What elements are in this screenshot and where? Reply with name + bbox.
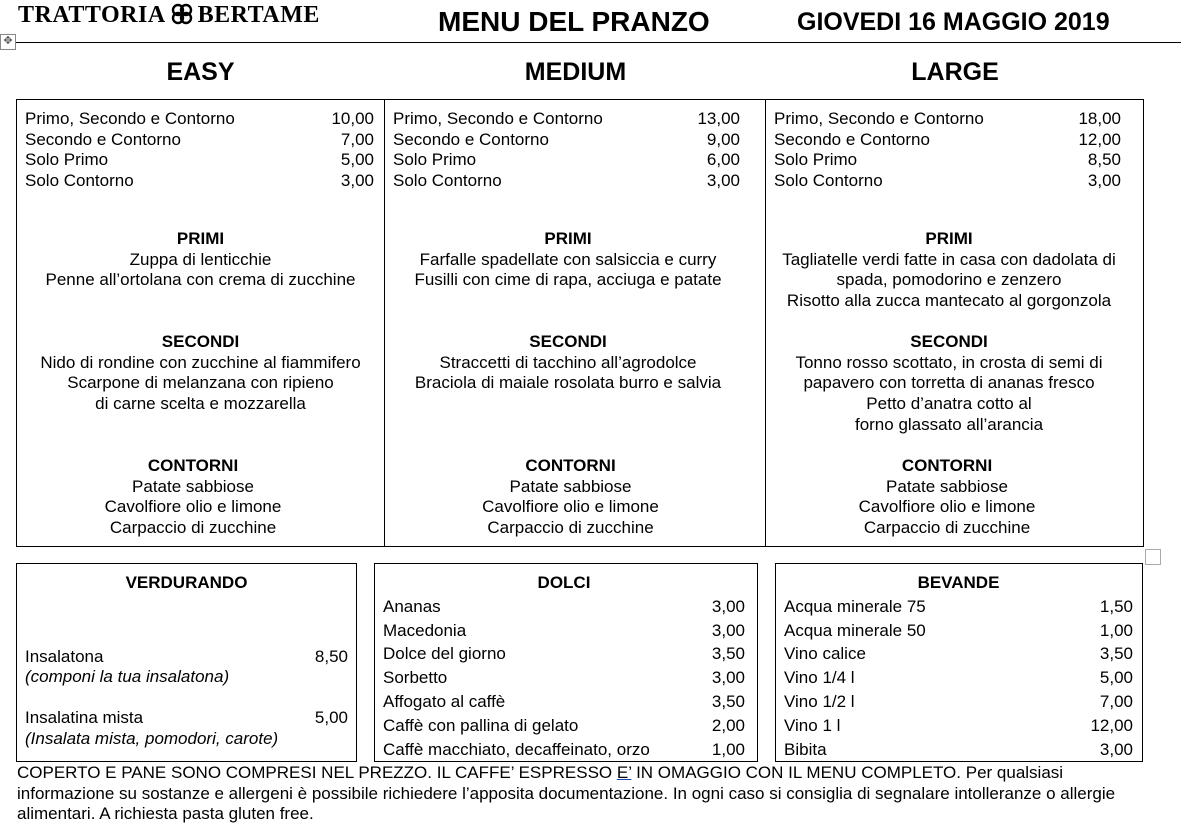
price-row: Affogato al caffè 3,50 [383,691,745,711]
medium-price-list [393,109,740,192]
dish: Petto d’anatra cotto al [866,394,1032,414]
section-title: DOLCI [537,573,591,592]
section-title: CONTORNI [901,456,993,475]
price-row: Solo Contorno 3,00 [393,171,740,191]
page-title: MENU DEL PRANZO [438,6,710,37]
item-note: (Insalata mista, pomodori, carote) [25,728,279,748]
price-row: Vino 1 l 12,00 [784,715,1133,735]
dish: Scarpone di melanzana con ripieno [67,373,334,393]
large-price-list [774,109,1121,192]
large-primi [767,229,1131,312]
price-row: Acqua minerale 50 1,00 [784,620,1133,640]
dish: papavero con torretta di ananas fresco [803,373,1095,393]
price-row: Secondo e Contorno 12,00 [774,129,1121,149]
dish: Cavolfiore olio e limone [104,497,282,517]
column-header-large: LARGE [911,58,999,86]
price-row: Insalatina mista 5,00 [25,708,348,728]
dish: Penne all’ortolana con crema di zucchine [45,270,356,290]
dish: Cavolfiore olio e limone [858,497,1036,517]
price-row: Solo Primo 8,50 [774,150,1121,170]
price-row: Acqua minerale 75 1,50 [784,596,1133,616]
dish: Patate sabbiose [132,476,254,496]
header-divider [0,42,1181,43]
easy-secondi [17,332,384,415]
price-row: Ananas 3,00 [383,596,745,616]
restaurant-logo [18,2,320,29]
dish: Patate sabbiose [509,476,632,496]
dish: Tagliatelle verdi fatte in casa con dadolata di [782,249,1116,269]
bevande-content [784,571,1133,761]
verdurando-content [25,573,348,750]
price-row: Primo, Secondo e Contorno 10,00 [25,109,374,128]
dish: Braciola di maiale rosolata burro e salvia [414,373,722,393]
price-row: Insalatona 8,50 [25,646,348,666]
price-row: Vino 1/2 l 7,00 [784,691,1133,711]
section-title: CONTORNI [147,456,239,475]
dish: Cavolfiore olio e limone [482,497,659,517]
section-title: VERDURANDO [125,573,248,592]
dish: Straccetti di tacchino all’agrodolce [439,352,697,372]
table-resize-handle[interactable] [1145,549,1161,565]
price-row: Primo, Secondo e Contorno 18,00 [774,109,1121,128]
large-secondi [767,332,1131,436]
item-note: (componi la tua insalatona) [25,667,230,687]
price-row: Solo Contorno 3,00 [774,171,1121,191]
dish: Nido di rondine con zucchine al fiammifero [40,352,361,372]
menu-date: GIOVEDI 16 MAGGIO 2019 [797,8,1110,36]
easy-primi [17,229,384,291]
section-title: SECONDI [161,332,240,351]
dish: spada, pomodorino e zenzero [836,270,1062,290]
section-title: PRIMI [925,229,973,248]
underlined-text: E’ [616,763,632,782]
column-divider [765,100,766,546]
price-row: Bibita 3,00 [784,739,1133,759]
section-title: PRIMI [544,229,592,248]
price-row: Caffè con pallina di gelato 2,00 [383,715,745,735]
price-row: Sorbetto 3,00 [383,668,745,688]
dolci-content [383,571,745,761]
price-row: Solo Primo 6,00 [393,150,740,170]
dish: Farfalle spadellate con salsiccia e curry [419,249,717,269]
dish: Fusilli con cime di rapa, acciuga e patate [414,270,722,290]
dish: Carpaccio di zucchine [487,518,654,538]
medium-secondi [385,332,751,394]
column-header-medium: MEDIUM [524,58,627,86]
medium-contorni [385,456,756,539]
logo-text-left: TRATTORIA [18,2,166,28]
easy-price-list [25,109,374,192]
price-row: Dolce del giorno 3,50 [383,644,745,664]
dish: Risotto alla zucca mantecato al gorgonzola [786,291,1112,311]
section-title: CONTORNI [525,456,616,475]
price-row: Secondo e Contorno 9,00 [393,129,740,149]
easy-contorni [17,456,369,539]
dish: Carpaccio di zucchine [863,518,1031,538]
large-contorni [767,456,1127,539]
section-title: SECONDI [529,332,607,351]
medium-primi [385,229,751,291]
price-row: Solo Primo 5,00 [25,150,374,170]
price-row: Vino calice 3,50 [784,644,1133,664]
column-header-easy: EASY [166,58,235,86]
price-row: Macedonia 3,00 [383,620,745,640]
price-row: Primo, Secondo e Contorno 13,00 [393,109,740,128]
knot-emblem-icon [170,2,194,26]
section-title: PRIMI [176,229,225,248]
table-move-handle-icon[interactable]: ✥ [0,34,16,50]
footer-notice: COPERTO E PANE SONO COMPRESI NEL PREZZO. IL CAFFE’ ESPRESSO E’ IN OMAGGIO CON IL MENU COMPLETO. Per qualsiasi informazione su sostanze e allergeni è possibile richiedere l’apposita documentazione. In ogni caso si consiglia di segnalare intolleranze o allergie alimentari. A richiesta pasta gluten free. [17,763,1116,824]
dish: Patate sabbiose [886,476,1008,496]
section-title: BEVANDE [917,573,1000,592]
price-row: Solo Contorno 3,00 [25,171,374,191]
dish: di carne scelta e mozzarella [95,394,306,414]
price-row: Vino 1/4 l 5,00 [784,668,1133,688]
section-title: SECONDI [910,332,988,351]
dish: forno glassato all’arancia [854,414,1044,434]
logo-text-right: BERTAME [197,2,320,28]
price-row: Secondo e Contorno 7,00 [25,129,374,149]
dish: Zuppa di lenticchie [129,249,272,269]
price-row: Caffè macchiato, decaffeinato, orzo 1,00 [383,739,745,759]
dish: Carpaccio di zucchine [109,518,277,538]
dish: Tonno rosso scottato, in crosta di semi di [795,352,1103,372]
